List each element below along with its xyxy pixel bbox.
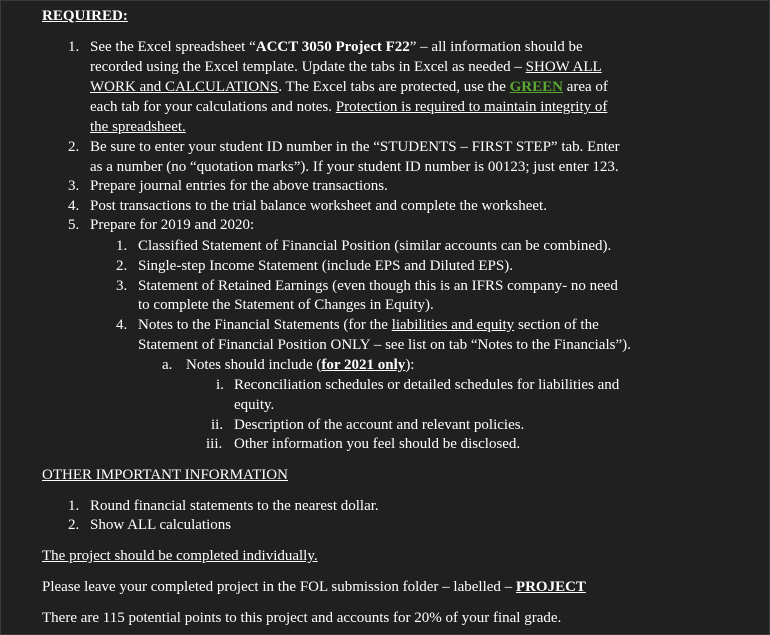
sub-1-text: Classified Statement of Financial Position (similar accounts can be combined). bbox=[138, 238, 612, 254]
project-file-name: ACCT 3050 Project F22 bbox=[255, 39, 410, 55]
sub-a-letter: a. bbox=[162, 357, 173, 373]
roman-i-line-1: Reconciliation schedules or detailed schedules for liabilities and bbox=[234, 377, 620, 393]
other-1-text: Round financial statements to the nearest dollar. bbox=[90, 498, 379, 514]
sub-3-number: 3. bbox=[116, 278, 128, 294]
item-5-number: 5. bbox=[68, 217, 80, 233]
sub-2-number: 2. bbox=[116, 258, 128, 274]
item-1-line-3: WORK and CALCULATIONS. The Excel tabs are protected, use the GREEN area of bbox=[90, 79, 608, 95]
submission-note: Please leave your completed project in the FOL submission folder – labelled – PROJECT bbox=[42, 579, 586, 595]
other-2-number: 2. bbox=[68, 517, 80, 533]
other-2-text: Show ALL calculations bbox=[90, 517, 232, 533]
roman-iii-number: iii. bbox=[206, 436, 223, 452]
item-4-text: Post transactions to the trial balance worksheet and complete the worksheet. bbox=[90, 198, 547, 214]
green-area-label: GREEN bbox=[509, 79, 563, 95]
sub-4-number: 4. bbox=[116, 317, 128, 333]
roman-iii-text: Other information you feel should be disclosed. bbox=[234, 436, 521, 452]
item-3-text: Prepare journal entries for the above transactions. bbox=[90, 178, 388, 194]
item-1-line-4: each tab for your calculations and notes. Protection is required to maintain integrity of bbox=[90, 99, 608, 115]
roman-i-number: i. bbox=[216, 377, 224, 393]
item-2-line-2: as a number (no “quotation marks”). If your student ID number is 00123; just enter 123. bbox=[90, 159, 619, 175]
item-1-number: 1. bbox=[68, 39, 80, 55]
other-1-number: 1. bbox=[68, 498, 80, 514]
item-2-line-1: Be sure to enter your student ID number in the “STUDENTS – FIRST STEP” tab. Enter bbox=[90, 139, 620, 155]
sub-1-number: 1. bbox=[116, 238, 128, 254]
item-3-number: 3. bbox=[68, 178, 80, 194]
roman-ii-number: ii. bbox=[211, 417, 224, 433]
item-2-number: 2. bbox=[68, 139, 80, 155]
sub-2-text: Single-step Income Statement (include EPS and Diluted EPS). bbox=[138, 258, 513, 274]
item-4-number: 4. bbox=[68, 198, 80, 214]
points-note: There are 115 potential points to this project and accounts for 20% of your final grade. bbox=[42, 610, 562, 626]
sub-4-line-1: Notes to the Financial Statements (for the liabilities and equity section of the bbox=[138, 317, 599, 333]
roman-ii-text: Description of the account and relevant policies. bbox=[234, 417, 525, 433]
sub-4-line-2: Statement of Financial Position ONLY – see list on tab “Notes to the Financials”). bbox=[138, 337, 631, 353]
item-1-line-1: See the Excel spreadsheet “ACCT 3050 Project F22” – all information should be bbox=[90, 39, 583, 55]
item-1-line-5: the spreadsheet. bbox=[90, 119, 186, 135]
sub-3-line-2: to complete the Statement of Changes in Equity). bbox=[138, 297, 434, 313]
roman-i-line-2: equity. bbox=[234, 397, 275, 413]
individual-note: The project should be completed individually. bbox=[42, 548, 318, 564]
other-info-heading: OTHER IMPORTANT INFORMATION bbox=[42, 467, 288, 483]
item-5-text: Prepare for 2019 and 2020: bbox=[90, 217, 255, 233]
sub-a-text: Notes should include (for 2021 only): bbox=[186, 357, 415, 373]
item-1-line-2: recorded using the Excel template. Update the tabs in Excel as needed – SHOW ALL bbox=[90, 59, 602, 75]
sub-3-line-1: Statement of Retained Earnings (even though this is an IFRS company- no need bbox=[138, 278, 618, 294]
required-heading: REQUIRED: bbox=[42, 8, 128, 24]
project-label: PROJECT bbox=[515, 579, 586, 595]
